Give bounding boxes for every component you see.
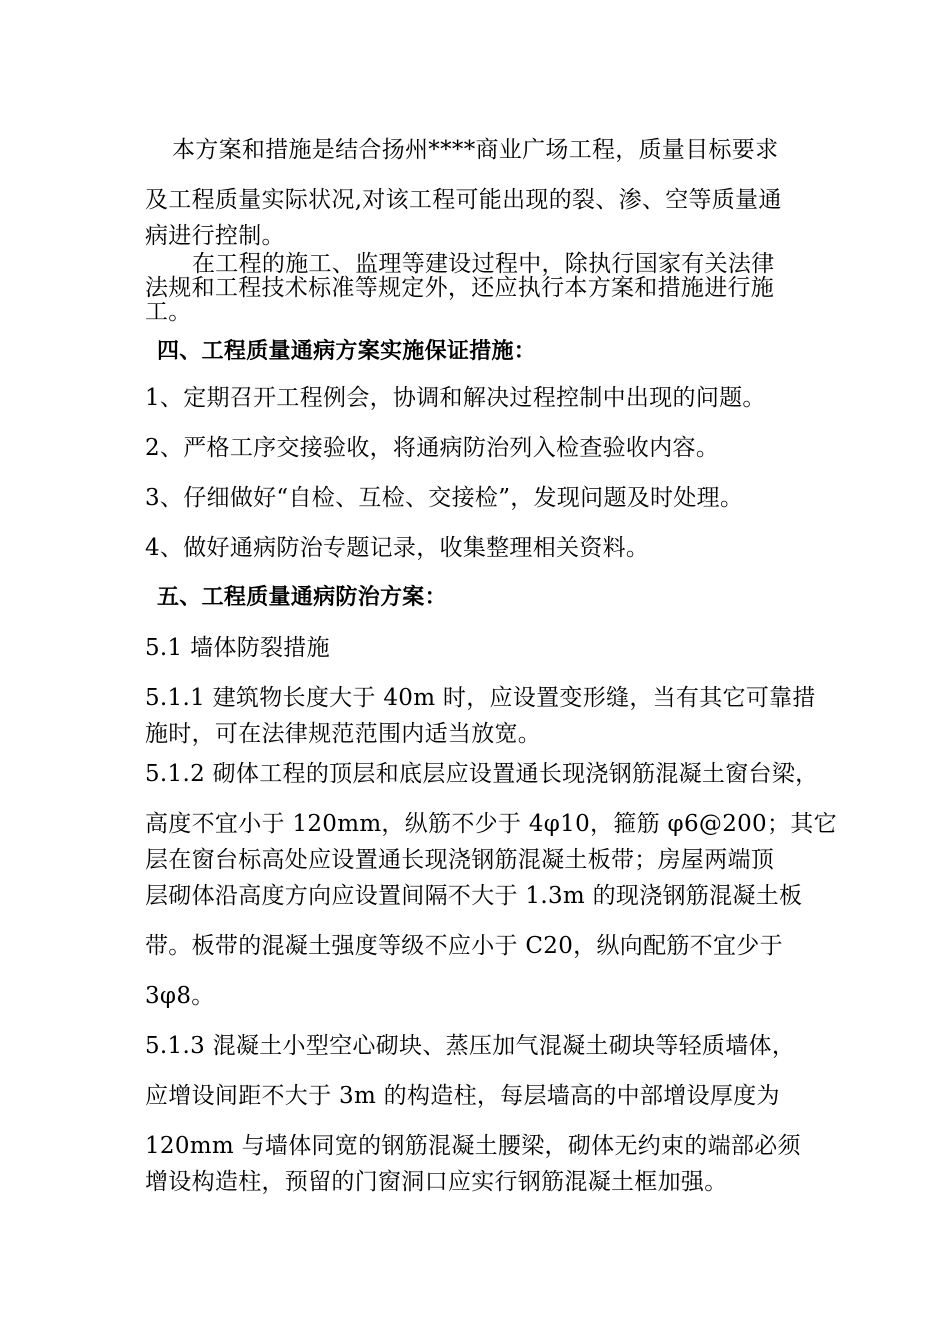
paragraph-line: 带。板带的混凝土强度等级不应小于 C20，纵向配筋不宜少于 [145, 933, 783, 959]
subsection-heading: 5.1 墙体防裂措施 [145, 635, 330, 661]
intro-line: 及工程质量实际状况,对该工程可能出现的裂、渗、空等质量通 [145, 187, 782, 213]
intro-line: 在工程的施工、监理等建设过程中，除执行国家有关法律 [192, 251, 775, 277]
paragraph-line: 5.1.3 混凝土小型空心砌块、蒸压加气混凝土砌块等轻质墙体， [145, 1033, 796, 1059]
section-heading: 四、工程质量通病方案实施保证措施： [157, 339, 537, 364]
paragraph-line: 120mm 与墙体同宽的钢筋混凝土腰梁，砌体无约束的端部必须 [145, 1133, 801, 1159]
paragraph-line: 应增设间距不大于 3m 的构造柱，每层墙高的中部增设厚度为 [145, 1083, 780, 1109]
paragraph-line: 层在窗台标高处应设置通长现浇钢筋混凝土板带；房屋两端顶 [145, 847, 775, 873]
paragraph-line: 5.1.1 建筑物长度大于 40m 时，应设置变形缝，当有其它可靠措 [145, 685, 816, 711]
list-item: 4、做好通病防治专题记录，收集整理相关资料。 [145, 535, 650, 561]
paragraph-line: 施时，可在法律规范范围内适当放宽。 [145, 721, 542, 747]
list-item: 3、仔细做好“自检、互检、交接检”，发现问题及时处理。 [145, 485, 744, 511]
paragraph-line: 3φ8。 [145, 983, 215, 1009]
paragraph-line: 增设构造柱，预留的门窗洞口应实行钢筋混凝土框加强。 [145, 1169, 728, 1195]
intro-line: 病进行控制。 [145, 223, 285, 249]
paragraph-line: 高度不宜小于 120mm，纵筋不少于 4φ10，箍筋 φ6@200；其它 [145, 811, 837, 837]
paragraph-line: 层砌体沿高度方向应设置间隔不大于 1.3m 的现浇钢筋混凝土板 [145, 883, 803, 909]
list-item: 1、定期召开工程例会，协调和解决过程控制中出现的问题。 [145, 385, 766, 411]
section-heading: 五、工程质量通病防治方案： [157, 585, 447, 610]
list-item: 2、严格工序交接验收，将通病防治列入检查验收内容。 [145, 435, 720, 461]
intro-line: 法规和工程技术标准等规定外，还应执行本方案和措施进行施 [145, 275, 775, 301]
intro-line: 本方案和措施是结合扬州****商业广场工程，质量目标要求 [172, 137, 779, 163]
paragraph-line: 5.1.2 砌体工程的顶层和底层应设置通长现浇钢筋混凝土窗台梁， [145, 761, 819, 787]
intro-line: 工。 [145, 299, 192, 325]
